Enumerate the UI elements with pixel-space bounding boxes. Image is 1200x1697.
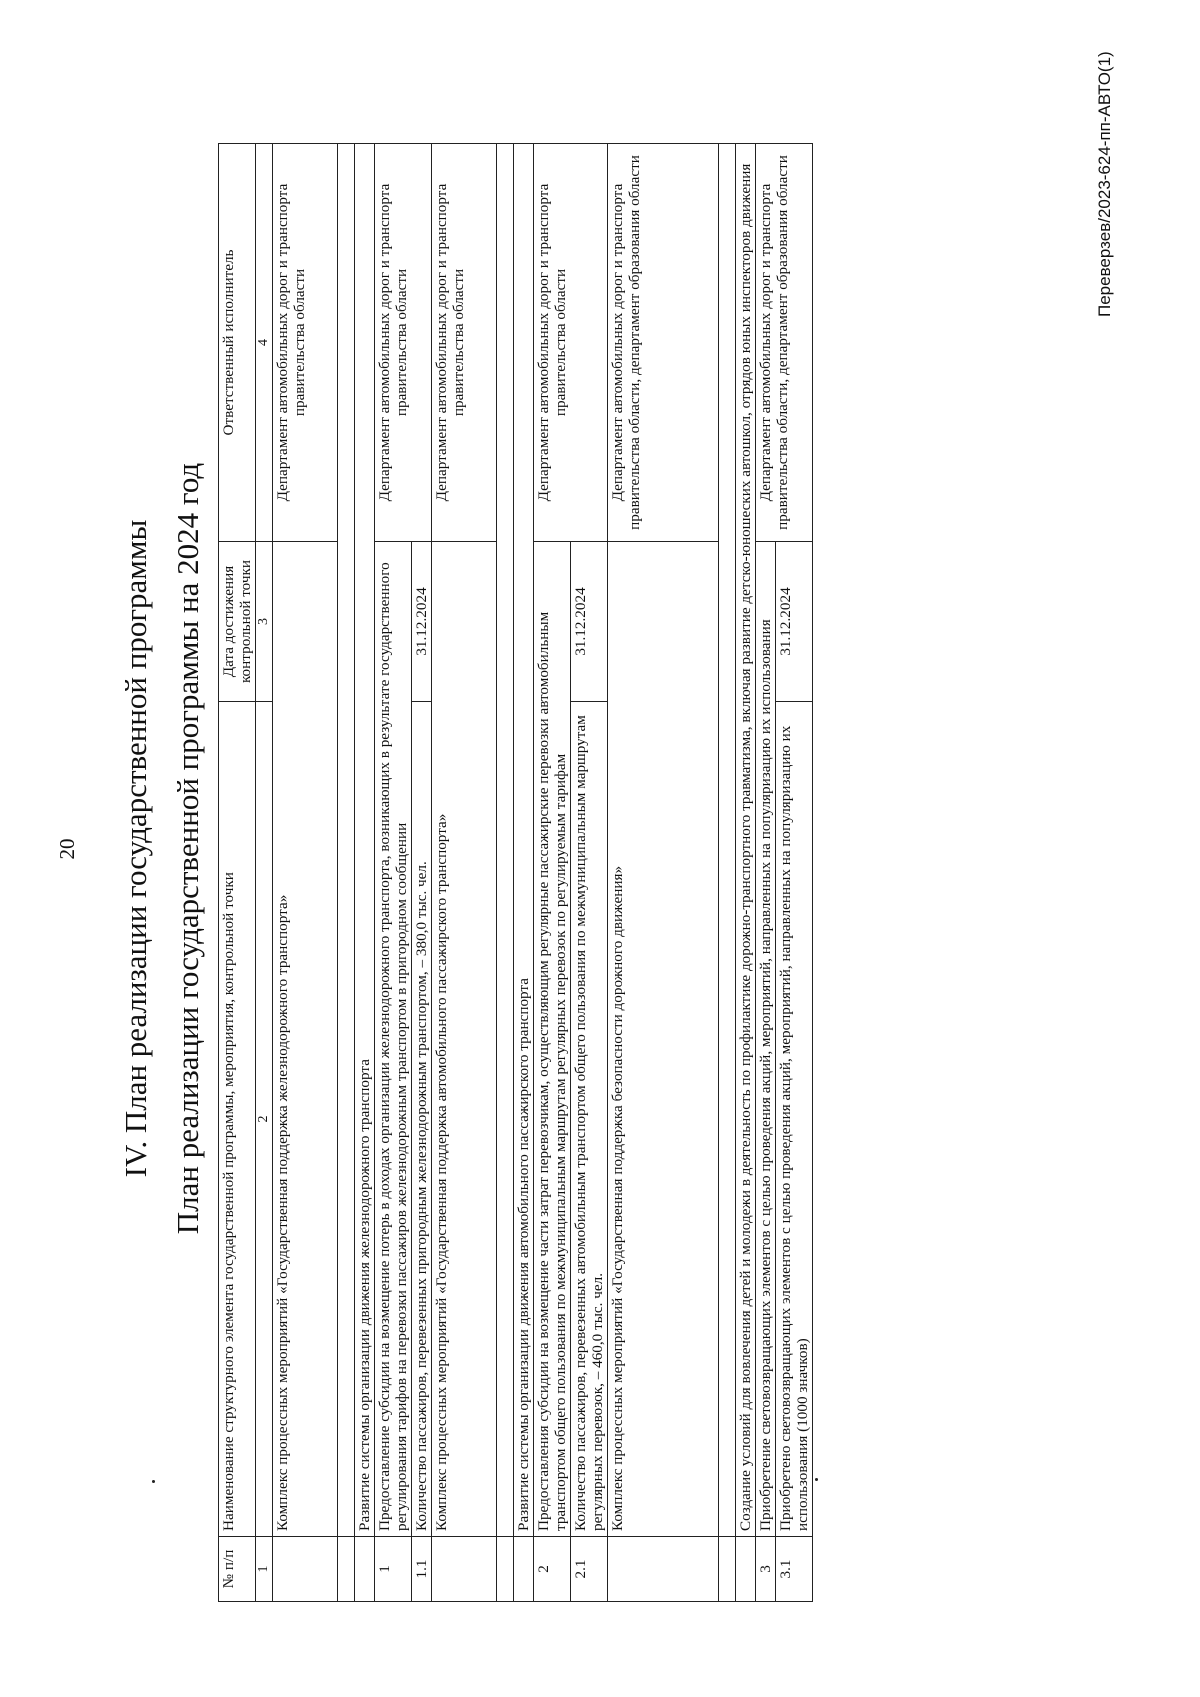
checkpoint-date: 31.12.2024 (776, 542, 813, 702)
footer-code: Переверзев/2023-624-пп-АВТО(1) (1095, 51, 1114, 317)
column-number: 3 (256, 542, 273, 702)
row-executor: Департамент автомобильных дорог и транспорта правительства области (432, 144, 497, 542)
measure-title: Приобретение световозвращающих элементов с целью проведения акций, мероприятий, направленных на популяризацию их использования (756, 542, 776, 1537)
task-title: Развитие системы организации движения железнодорожного транспорта (355, 144, 375, 1537)
table-row (608, 144, 719, 1602)
row-executor: Департамент автомобильных дорог и транспорта правительства области (534, 144, 608, 542)
row-num (273, 1537, 338, 1602)
complex-title: Комплекс процессных мероприятий «Государственная поддержка безопасности дорожного движения» (608, 542, 719, 1537)
row-num: 2 (534, 1537, 571, 1602)
table-row (355, 144, 375, 1602)
scan-speck (152, 1480, 155, 1483)
row-executor: Департамент автомобильных дорог и транспорта правительства области (375, 144, 432, 542)
task-title: Создание условий для вовлечения детей и молодежи в деятельность по профилактике дорожно-транспортного травматизма, включая развитие детско-юношеских автошкол, отрядов юных инспекторов движения (736, 144, 756, 1537)
row-num: 2.1 (571, 1537, 608, 1602)
measure-title: Предоставление субсидии на возмещение потерь в доходах организации железнодорожного транспорта, возникающих в результате государственного регулирования тарифов на перевозки пассажиров железнодорожным транспортом в пригородном сообщении (375, 542, 412, 1537)
header-exec: Ответственный исполнитель (219, 144, 256, 542)
column-number: 1 (256, 1537, 273, 1602)
checkpoint-title: Приобретено световозвращающих элементов с целью проведения акций, мероприятий, направленных на популяризацию их использования (1000 значков) (776, 702, 813, 1537)
task-title: Развитие системы организации движения автомобильного пассажирского транспорта (514, 144, 534, 1537)
checkpoint-date: 31.12.2024 (571, 542, 608, 702)
row-num (432, 1537, 497, 1602)
row-num (736, 1537, 756, 1602)
table-row (514, 144, 534, 1602)
plan-table (218, 143, 813, 1602)
checkpoint-date: 31.12.2024 (412, 542, 432, 702)
row-executor: Департамент автомобильных дорог и транспорта правительства области, департамент образования области (756, 144, 813, 542)
rotated-page: 20 IV. План реализации государственной программы План реализации государственной программы на 2024 год № п/п Наименование структурного элемента государственной программы, мероприятия, контрольной точки Дата достижения контрольной точки Ответственный исполнитель 1 2 3 4 Комплекс процессных мероприятий «Государственная поддержка железнодорожного транспорта» Департамент автомобильных дорог и транспорта правительства области Развитие системы организации движения железнодорожного транспорта 1 Предоставление субсидии на возмещение потерь в доходах организации железнодорожного транспорта, возникающих в результате государственного регулирования тарифов на перевозки пассажиров железнодорожным транспортом в пригородном сообщении Департамент автомобильных дорог и транспорта правительства области 1.1 Количество пассажиров, перевезенных пригородным железнодорожным транспортом, – 380,0 тыс. чел. 31.12.2024 Комплекс процессных мероприятий «Государственная поддержка автомобильного пассажирского транспорта» Департамент автомобильных дорог и транспорта правительства области Развитие системы организации движения автомобильного пассажирского транспорта 2 Предоставления субсидии на возмещение части затрат перевозчикам, осуществляющим регулярные пассажирские перевозки автомобильным транспортом общего пользования по межмуниципальным маршрутам регулярных перевозок по регулируемым тарифам Департамент автомобильных дорог и транспорта правительства области 2.1 Количество пассажиров, перевезенных автомобильным транспортом общего пользования по межмуниципальным маршрутам регулярных перевозок, – 460,0 тыс. чел. 31.12.2024 Комплекс процессных мероприятий «Государственная поддержка безопасности дорожного движения» Департамент автомобильных дорог и транспорта правительства области, департамент образования области Создание условий для вовлечения детей и молодежи в деятельность по профилактике дорожно-транспортного травматизма, включая развитие детско-юношеских автошкол, отрядов юных инспекторов движения 3 Приобретение световозвращающих элементов с целью проведения акций, мероприятий, направленных на популяризацию их использования Департамент автомобильных дорог и транспорта правительства области, департамент образования области 3.1 Приобретено световозвращающих элементов с целью проведения акций, мероприятий, направленных на популяризацию их использования (1000 значков) 31.12.2024 Переверзев/2023-624-пп-АВТО(1) (0, 0, 1200, 1697)
table-row (375, 144, 412, 1602)
plan-title: План реализации государственной программы на 2024 год (170, 462, 205, 1235)
complex-title: Комплекс процессных мероприятий «Государственная поддержка железнодорожного транспорта» (273, 542, 338, 1537)
row-num: 3 (756, 1537, 776, 1602)
table-row (273, 144, 338, 1602)
header-num: № п/п (219, 1537, 256, 1602)
header-name: Наименование структурного элемента государственной программы, мероприятия, контрольной точки (219, 702, 256, 1537)
table-row (534, 144, 571, 1602)
separator-row (338, 144, 355, 1602)
header-date: Дата достижения контрольной точки (219, 542, 256, 702)
complex-title: Комплекс процессных мероприятий «Государственная поддержка автомобильного пассажирского транспорта» (432, 542, 497, 1537)
row-num: 3.1 (776, 1537, 813, 1602)
separator-row (497, 144, 514, 1602)
table-row (756, 144, 776, 1602)
row-num: 1 (375, 1537, 412, 1602)
row-num (355, 1537, 375, 1602)
column-number: 2 (256, 702, 273, 1537)
checkpoint-title: Количество пассажиров, перевезенных пригородным железнодорожным транспортом, – 380,0 тыс. чел. (412, 702, 432, 1537)
column-number-row (256, 144, 273, 1602)
scan-speck (815, 1478, 818, 1481)
table-row (432, 144, 497, 1602)
row-num: 1.1 (412, 1537, 432, 1602)
section-title: IV. План реализации государственной программы (118, 519, 153, 1178)
table-header-row (219, 144, 256, 1602)
separator-row (719, 144, 736, 1602)
checkpoint-title: Количество пассажиров, перевезенных автомобильным транспортом общего пользования по межмуниципальным маршрутам регулярных перевозок, – 460,0 тыс. чел. (571, 702, 608, 1537)
measure-title: Предоставления субсидии на возмещение части затрат перевозчикам, осуществляющим регулярные пассажирские перевозки автомобильным транспортом общего пользования по межмуниципальным маршрутам регулярных перевозок по регулируемым тарифам (534, 542, 571, 1537)
table-row (736, 144, 756, 1602)
row-executor: Департамент автомобильных дорог и транспорта правительства области (273, 144, 338, 542)
row-num (514, 1537, 534, 1602)
column-number: 4 (256, 144, 273, 542)
row-executor: Департамент автомобильных дорог и транспорта правительства области, департамент образования области (608, 144, 719, 542)
row-num (608, 1537, 719, 1602)
